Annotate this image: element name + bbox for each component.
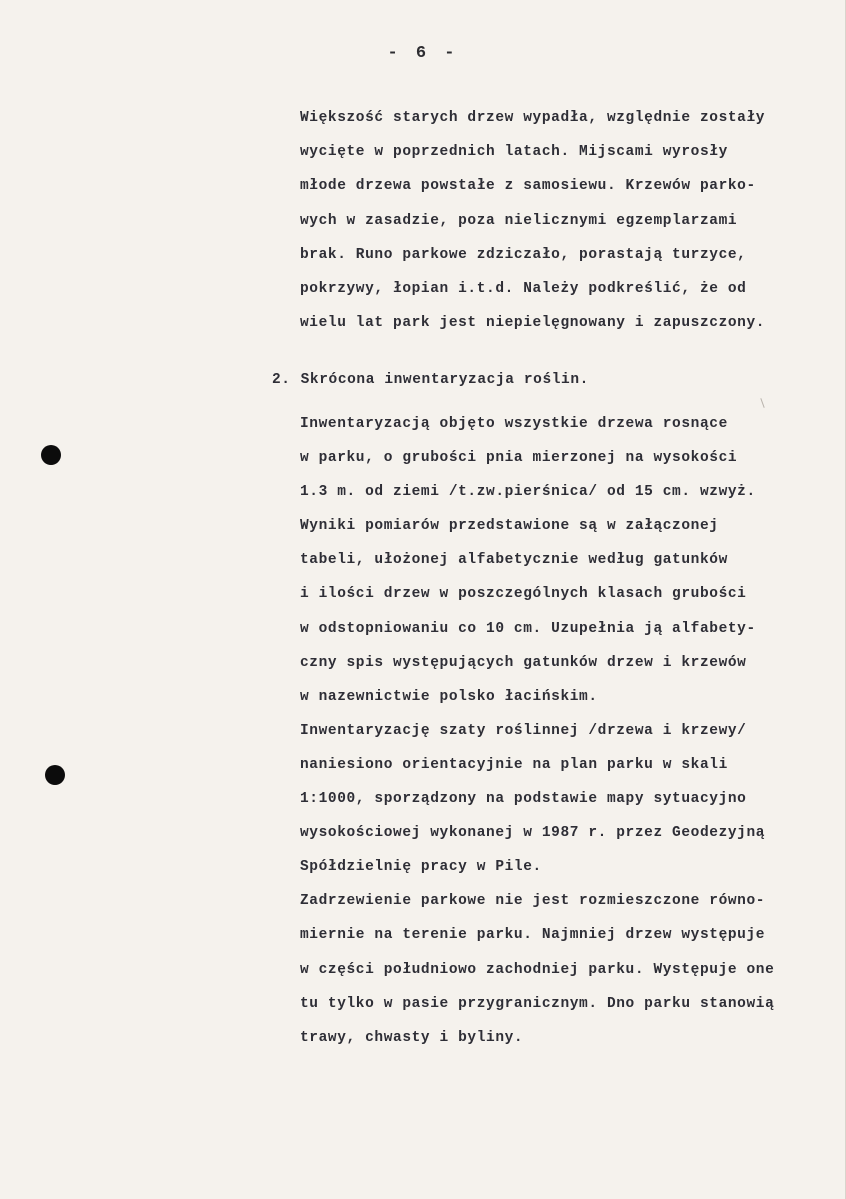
- text-line: w części południowo zachodniej parku. Występuje one: [300, 961, 775, 978]
- text-line: w nazewnictwie polsko łacińskim.: [300, 688, 598, 705]
- punch-hole: [45, 765, 65, 785]
- text-line: Inwentaryzację szaty roślinnej /drzewa i krzewy/: [300, 722, 747, 739]
- section-body: [300, 414, 774, 1062]
- text-line: czny spis występujących gatunków drzew i krzewów: [300, 654, 747, 671]
- text-line: Inwentaryzacją objęto wszystkie drzewa rosnące: [300, 416, 728, 432]
- section-title: Skrócona inwentaryzacja roślin.: [300, 372, 589, 388]
- text-line: w parku, o grubości pnia mierzonej na wysokości: [300, 450, 738, 467]
- text-line: 1.3 m. od ziemi /t.zw.pierśnica/ od 15 cm. wzwyż.: [300, 484, 756, 501]
- text-line: w odstopniowaniu co 10 cm. Uzupełnia ją alfabety-: [300, 620, 756, 637]
- text-line: młode drzewa powstałe z samosiewu. Krzewów parko-: [300, 178, 756, 195]
- text-line: Zadrzewienie parkowe nie jest rozmieszczone równo-: [300, 893, 766, 910]
- text-line: i ilości drzew w poszczególnych klasach grubości: [300, 586, 747, 603]
- text-line: wycięte w poprzednich latach. Mijscami wyrosły: [300, 144, 728, 161]
- punch-hole: [41, 445, 61, 465]
- text-line: pokrzywy, łopian i.t.d. Należy podkreślić, że od: [300, 280, 747, 297]
- text-line: brak. Runo parkowe zdziczało, porastają turzyce,: [300, 246, 747, 263]
- text-line: naniesiono orientacyjnie na plan parku w skali: [300, 756, 728, 773]
- text-line: trawy, chwasty i byliny.: [300, 1029, 524, 1046]
- text-line: Wyniki pomiarów przedstawione są w załączonej: [300, 518, 719, 535]
- text-line: tabeli, ułożonej alfabetycznie według gatunków: [300, 552, 728, 569]
- intro-paragraph: [300, 108, 765, 347]
- page-number: - 6 -: [387, 44, 459, 63]
- text-line: Spółdzielnię pracy w Pile.: [300, 859, 542, 876]
- section-heading: [272, 372, 589, 388]
- text-line: miernie na terenie parku. Najmniej drzew występuje: [300, 927, 766, 944]
- text-line: wielu lat park jest niepielęgnowany i zapuszczony.: [300, 315, 766, 332]
- stray-pen-mark: [760, 398, 764, 408]
- text-line: tu tylko w pasie przygranicznym. Dno parku stanowią: [300, 995, 775, 1012]
- text-line: Większość starych drzew wypadła, względnie zostały: [300, 110, 766, 126]
- section-number: 2.: [272, 372, 291, 388]
- text-line: wych w zasadzie, poza nielicznymi egzemplarzami: [300, 212, 738, 229]
- text-line: wysokościowej wykonanej w 1987 r. przez Geodezyjną: [300, 825, 766, 842]
- text-line: 1:1000, sporządzony na podstawie mapy sytuacyjno: [300, 791, 747, 808]
